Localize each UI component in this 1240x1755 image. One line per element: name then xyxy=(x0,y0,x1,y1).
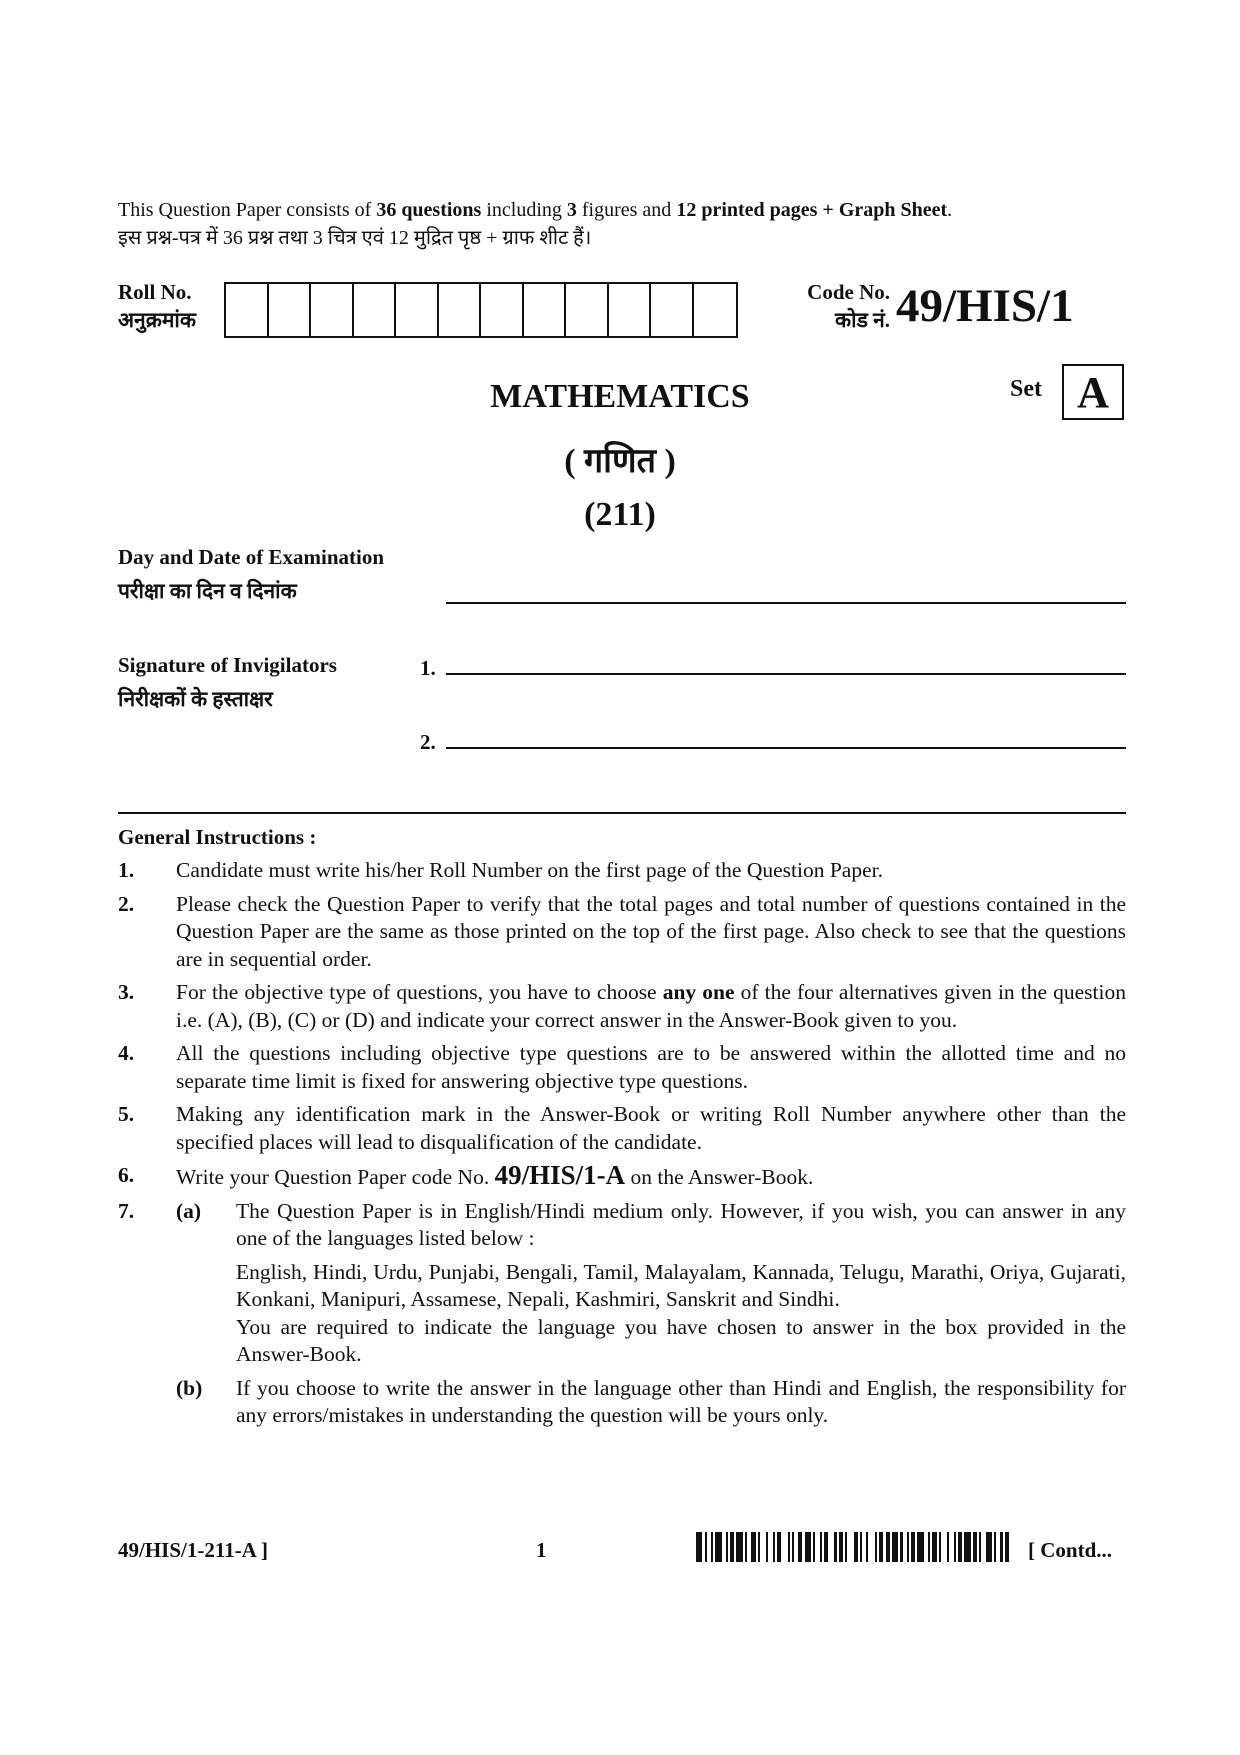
subject-code: (211) xyxy=(584,496,656,533)
instruction-subitem-b: (b) If you choose to write the answer in the language other than Hindi and English, the responsibility for any errors/mistakes in understanding the question will be yours only. xyxy=(176,1375,1126,1427)
instruction-item: 4. All the questions including objective type questions are to be answered within the allotted time and no separate time limit is fixed for answering objective type questions. xyxy=(118,1041,1126,1093)
roll-number-box[interactable] xyxy=(481,284,524,336)
instruction-item: 5. Making any identification mark in the Answer-Book or writing Roll Number anywhere other than the specified places will lead to disqualification of the candidate. xyxy=(118,1102,1126,1154)
instruction-item: 1. Candidate must write his/her Roll Number on the first page of the Question Paper. xyxy=(118,858,883,882)
invigilator-1-number: 1. xyxy=(420,656,436,680)
language-list: English, Hindi, Urdu, Punjabi, Bengali, Tamil, Malayalam, Kannada, Telugu, Marathi, Oriya, Gujarati, Konkani, Manipuri, Assamese, Nepali, Kashmiri, Sanskrit and Sindhi. xyxy=(236,1259,1126,1311)
roll-number-label: Roll No. अनुक्रमांक xyxy=(118,280,196,332)
general-instructions-title: General Instructions : xyxy=(118,825,317,849)
code-number-label: Code No. कोड नं. xyxy=(807,280,890,332)
roll-number-box[interactable] xyxy=(354,284,397,336)
invigilator-1-line[interactable] xyxy=(446,673,1126,675)
roll-number-box[interactable] xyxy=(694,284,737,336)
instruction-item: 6. Write your Question Paper code No. 49/HIS/1-A on the Answer-Book. xyxy=(118,1160,814,1190)
instruction-subitem-a: (a) The Question Paper is in English/Hindi medium only. However, if you wish, you can answer in any one of the languages listed below : English, Hindi, Urdu, Punjabi, Bengali, Tamil, Malayalam, Kannada, Telugu, Marathi, Oriya, Gujarati, Konkani, Manipuri, Assamese, Nepali, Kashmiri, Sanskrit and Sindhi. You are required to indicate the language you have chosen to answer in the box provided in the Answer-Book. xyxy=(176,1198,1126,1366)
roll-number-box[interactable] xyxy=(609,284,652,336)
instruction-item: 2. Please check the Question Paper to verify that the total pages and total number of questions contained in the Question Paper are the same as those printed on the top of the first page. Also check to see that the questions are in sequential order. xyxy=(118,891,1126,971)
roll-number-box[interactable] xyxy=(439,284,482,336)
roll-number-box[interactable] xyxy=(396,284,439,336)
answer-book-code: 49/HIS/1-A xyxy=(494,1160,626,1190)
set-label: Set xyxy=(1010,376,1042,402)
instruction-item: 7. (a) The Question Paper is in English/Hindi medium only. However, if you wish, you can answer in any one of the languages listed below : English, Hindi, Urdu, Punjabi, Bengali, Tamil, Malayalam, Kannada, Telugu, Marathi, Oriya, Gujarati, Konkani, Manipuri, Assamese, Nepali, Kashmiri, Sanskrit and Sindhi. You are required to indicate the language you have chosen to answer in the box provided in the Answer-Book. (b) If you choose to write the answer in the language other than Hindi and English, the responsibility for any errors/mistakes in understanding the question will be yours only. xyxy=(118,1198,1126,1430)
barcode xyxy=(696,1532,1016,1562)
invigilator-2-line[interactable] xyxy=(446,747,1126,749)
roll-number-box[interactable] xyxy=(269,284,312,336)
roll-number-boxes[interactable] xyxy=(224,282,738,338)
page-number: 1 xyxy=(536,1538,547,1562)
roll-number-box[interactable] xyxy=(651,284,694,336)
instructions-list xyxy=(118,857,1126,1436)
set-value: A xyxy=(1062,364,1124,420)
code-number-value: 49/HIS/1 xyxy=(896,280,1074,332)
roll-number-box[interactable] xyxy=(226,284,269,336)
footer-paper-code: 49/HIS/1-211-A ] xyxy=(118,1538,268,1562)
exam-date-line[interactable] xyxy=(446,602,1126,604)
exam-date-label: Day and Date of Examination परीक्षा का दिन व दिनांक xyxy=(118,545,385,603)
invigilator-signature-label: Signature of Invigilators निरीक्षकों के हस्ताक्षर xyxy=(118,653,337,711)
section-divider xyxy=(118,812,1126,814)
roll-number-box[interactable] xyxy=(311,284,354,336)
roll-number-box[interactable] xyxy=(524,284,567,336)
subject-title: MATHEMATICS xyxy=(490,378,750,415)
footer-contd: [ Contd... xyxy=(1028,1538,1113,1562)
instruction-item: 3. For the objective type of questions, you have to choose any one of the four alternatives given in the question i.e. (A), (B), (C) or (D) and indicate your correct answer in the Answer-Book given to you. xyxy=(118,980,1126,1032)
subject-title-hindi: ( गणित ) xyxy=(564,443,676,480)
paper-summary xyxy=(118,196,952,252)
roll-number-box[interactable] xyxy=(566,284,609,336)
invigilator-2-number: 2. xyxy=(420,730,436,754)
paper-summary-en: This Question Paper consists of 36 questions including 3 figures and 12 printed pages + Graph Sheet. xyxy=(118,199,953,221)
paper-summary-hi: इस प्रश्न-पत्र में 36 प्रश्न तथा 3 चित्र एवं 12 मुद्रित पृष्ठ + ग्राफ शीट हैं। xyxy=(118,227,592,249)
